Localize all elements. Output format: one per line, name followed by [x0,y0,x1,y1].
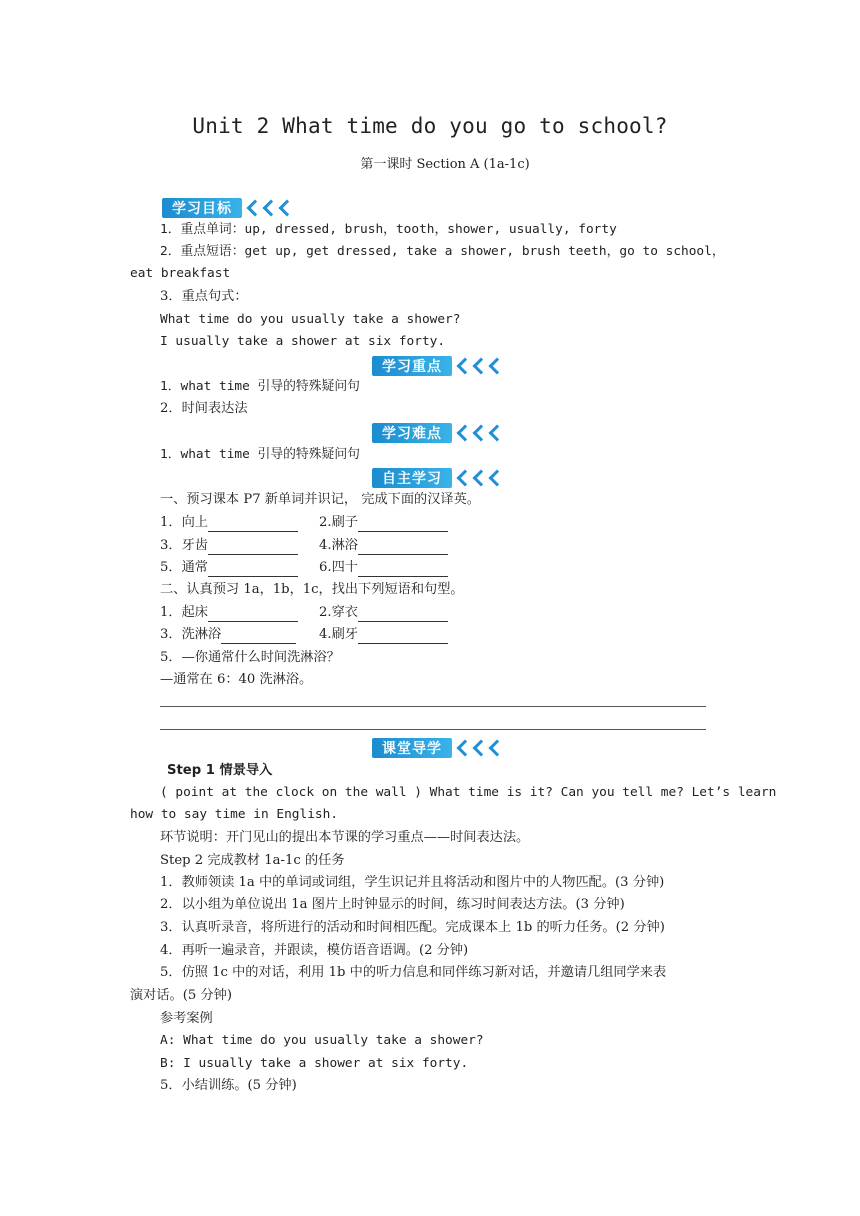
section-heading: 二、认真预习 1a，1b，1c，找出下列短语和句型。 [160,582,464,597]
answer-blank[interactable] [208,540,298,555]
goal-line: 3．重点句式： [160,289,248,304]
reference-label: 参考案例 [160,1011,213,1026]
step-heading [167,762,272,780]
goal-line: eat breakfast [130,266,231,281]
answer-blank[interactable] [358,562,448,577]
banner-key-points [372,355,503,377]
fill-item [319,604,448,622]
dialogue-line: B: I usually take a shower at six forty. [160,1056,469,1071]
fill-item [160,559,298,577]
answer-blank[interactable] [358,629,448,644]
fill-item [160,626,296,644]
item-label: 1．向上 [160,515,208,530]
item-label: 1．起床 [160,605,208,620]
goal-line: What time do you usually take a shower? [160,312,461,327]
item-label: 3．洗淋浴 [160,627,222,642]
answer-hint: —通常在 6：40 洗淋浴。 [160,672,313,687]
item-label: 2.穿衣 [319,605,358,620]
banner-label: 学习目标 [162,198,242,218]
banner-label: 自主学习 [372,468,452,488]
question-line: 5．—你通常什么时间洗淋浴？ [160,650,340,665]
answer-blank[interactable] [358,540,448,555]
task-line: 1．教师领读 1a 中的单词或词组，学生识记并且将活动和图片中的人物匹配。(3 分钟) [160,875,665,890]
answer-blank[interactable] [221,629,296,644]
banner-label: 课堂导学 [372,738,452,758]
goal-line: 1．重点单词：up, dressed, brush，tooth，shower, usually, forty [160,222,617,237]
banner-self-study [372,467,503,489]
page-title: Unit 2 What time do you go to school? [192,114,668,138]
item-label: 4.刷牙 [319,627,358,642]
body-line: ( point at the clock on the wall ) What time is it? Can you tell me? Let’s learn [160,785,777,800]
answer-blank[interactable] [358,517,448,532]
banner-classroom-guide [372,737,503,759]
step-title: Step 1 情景导入 [167,763,273,778]
answer-blank[interactable] [208,607,298,622]
fill-item [160,604,298,622]
answer-blank[interactable] [358,607,448,622]
step-heading: Step 2 完成教材 1a-1c 的任务 [160,853,345,868]
difficult-line: 1．what time 引导的特殊疑问句 [160,447,360,462]
section-heading: 一、预习课本 P7 新单词并识记， 完成下面的汉译英。 [160,492,480,507]
fill-item [160,514,298,532]
task-line: 3．认真听录音，将所进行的活动和时间相匹配。完成课本上 1b 的听力任务。(2 分钟) [160,920,665,935]
task-line: 5．小结训练。(5 分钟) [160,1078,297,1093]
chevrons-left-icon [455,742,503,754]
banner-label: 学习难点 [372,423,452,443]
task-line: 4．再听一遍录音，并跟读，模仿语音语调。(2 分钟) [160,943,469,958]
answer-line[interactable] [160,729,706,730]
item-label: 3．牙齿 [160,538,208,553]
banner-learning-goals [162,197,293,219]
chevrons-left-icon [245,202,293,214]
item-label: 2.刷子 [319,515,358,530]
fill-item [319,559,448,577]
chevrons-left-icon [455,427,503,439]
banner-label: 学习重点 [372,356,452,376]
chevrons-left-icon [455,360,503,372]
body-line: how to say time in English. [130,807,339,822]
task-line: 5．仿照 1c 中的对话，利用 1b 中的听力信息和同伴练习新对话，并邀请几组同学来表 [160,965,667,980]
fill-item [319,514,448,532]
answer-blank[interactable] [208,562,298,577]
chevrons-left-icon [455,472,503,484]
key-line: 2．时间表达法 [160,401,248,416]
key-line: 1．what time 引导的特殊疑问句 [160,379,360,394]
body-line: 环节说明：开门见山的提出本节课的学习重点——时间表达法。 [160,830,530,845]
answer-line[interactable] [160,706,706,707]
item-label: 4.淋浴 [319,538,358,553]
page-subtitle: 第一课时 Section A (1a-1c) [360,157,530,172]
fill-item [319,626,448,644]
goal-line: 2．重点短语：get up, get dressed, take a shower, brush teeth，go to school， [160,244,725,259]
banner-difficult-points [372,422,503,444]
item-label: 5．通常 [160,560,208,575]
fill-item [319,537,448,555]
task-line: 演对话。(5 分钟) [130,988,232,1003]
task-line: 2．以小组为单位说出 1a 图片上时钟显示的时间，练习时间表达方法。(3 分钟) [160,897,625,912]
fill-item [160,537,298,555]
goal-line: I usually take a shower at six forty. [160,334,446,349]
answer-blank[interactable] [208,517,298,532]
dialogue-line: A: What time do you usually take a shower? [160,1033,484,1048]
item-label: 6.四十 [319,560,358,575]
